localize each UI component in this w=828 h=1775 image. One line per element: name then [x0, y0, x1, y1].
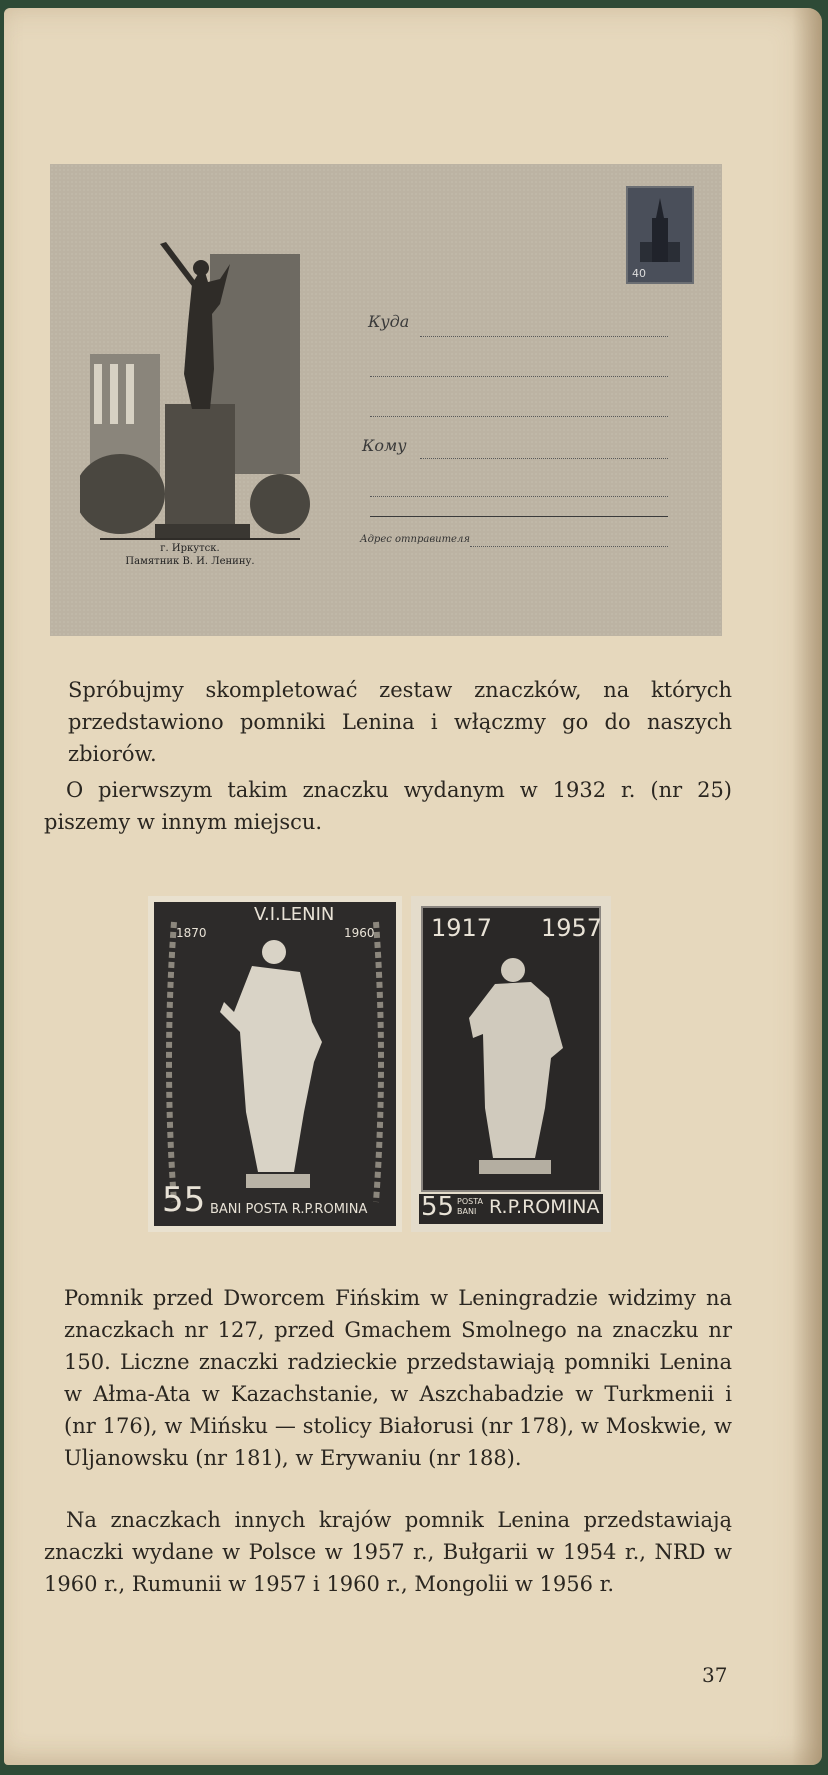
paragraph-first-stamp: O pierwszym takim znaczku wydanym w 1932 r. (nr 25) piszemy w innym miejscu. [44, 778, 732, 834]
envelope-caption-line2: Памятник В. И. Ленину. [125, 556, 255, 567]
stamp1-image [154, 902, 396, 1226]
lenin-monument-illustration [80, 204, 320, 544]
book-page [4, 8, 822, 1765]
paragraph-soviet-stamps: Pomnik przed Dworcem Fińskim w Leningradzie widzimy na znaczkach nr 127, przed Gmachem Smolnego na znaczku nr 150. Liczne znaczki radzieckie przedstawiają pomniki Lenina w Ałma-Ata w Kazachstanie, w Aszchabadzie w Turkmenii i (nr 176), w Mińsku — stolicy Białorusi (nr 178), w Moskwie, w Uljanowsku (nr 181), w Erywaniu (nr 188). [64, 1286, 732, 1470]
envelope-caption-line1: г. Иркутск. [160, 543, 220, 554]
stamp2-image [421, 906, 601, 1192]
stamp2-value: 55 [421, 1192, 455, 1222]
stamp1-country: BANI POSTA R.P.ROMINA [210, 1202, 368, 1217]
envelope-illustration [50, 164, 722, 636]
kremlin-tower-icon [630, 192, 690, 272]
stamp1-year-left: 1870 [176, 926, 207, 940]
address-line [370, 416, 668, 417]
stamp1-title: V.I.LENIN [254, 904, 335, 925]
stamp1-value: 55 [162, 1180, 206, 1220]
envelope-stamp-value: 40 [632, 267, 646, 280]
envelope-stamp [626, 186, 694, 284]
envelope-caption [100, 542, 280, 568]
address-separator [370, 516, 668, 517]
lenin-statue-illustration [154, 902, 396, 1226]
address-line [420, 336, 668, 337]
stamp2-country: R.P.ROMINA [489, 1196, 600, 1218]
recipient-label: Кому [362, 436, 407, 455]
stamp2-bottom-band [419, 1194, 603, 1224]
stamp2-posta-bani: POSTA BANI [457, 1197, 483, 1216]
stamp-romania-1960 [148, 896, 402, 1232]
stamp-romania-1957 [411, 896, 611, 1232]
address-line [370, 496, 668, 497]
address-line [420, 458, 668, 459]
sender-label: Адрес отправителя [360, 534, 470, 545]
address-to-label: Куда [368, 312, 410, 331]
stamp2-year-right: 1957 [541, 914, 603, 942]
paragraph-other-countries: Na znaczkach innych krajów pomnik Lenina przedstawiają znaczki wydane w Polsce w 1957 r., Bułgarii w 1954 r., NRD w 1960 r., Rumunii w 1957 i 1960 r., Mongolii w 1956 r. [44, 1508, 732, 1596]
address-line [370, 376, 668, 377]
page-shadow [792, 8, 822, 1765]
stamp1-year-right: 1960 [344, 926, 375, 940]
stamp2-year-left: 1917 [431, 914, 493, 942]
sender-line [470, 546, 668, 547]
paragraph-intro: Spróbujmy skompletować zestaw znaczków, na których przedstawiono pomniki Lenina i włączmy go do naszych zbiorów. [68, 678, 732, 766]
page-number: 37 [702, 1663, 728, 1687]
lenin-statue-illustration [423, 908, 599, 1190]
